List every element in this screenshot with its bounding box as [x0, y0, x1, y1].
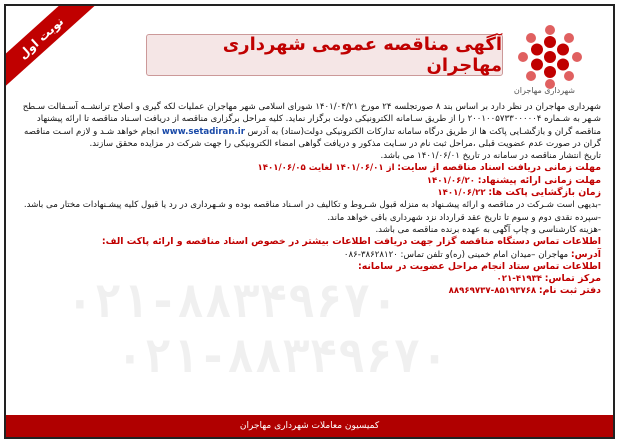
registration-office-row — [18, 285, 601, 297]
registration-office-value: ۸۵۱۹۳۷۶۸-۸۸۹۶۹۷۳۷ — [448, 286, 537, 297]
opening-date-row — [18, 187, 601, 199]
ad-frame — [4, 4, 615, 439]
call-center-value: ۴۱۹۳۴-۰۲۱ — [496, 274, 543, 285]
call-center-row — [18, 273, 601, 285]
watermark-phone: ۰۲۱-۸۸۳۴۹۶۷۰ — [66, 274, 399, 328]
ad-body — [18, 101, 601, 298]
address-value: مهاجران –میدان امام خمینی (ره)و تلفن تماس: ۳۸۶۲۸۱۲۰-۰۸۶ — [343, 249, 569, 260]
doc-deadline-value: از ۱۴۰۱/۰۶/۰۱ لغایت ۱۴۰۱/۰۶/۰۵ — [257, 163, 395, 174]
offer-deadline-value: ۱۴۰۱/۰۶/۲۰ — [426, 175, 475, 186]
intro-text-2: انجام خواهد شـد و لازم اسـت مناقصه گران در صورت عدم عضویت قبلی ،مراحل ثبت نام در سـایت مذکور و دریافت گواهی امضاء الکترونیکی را جهت شرکت در مزایده محقق سازند. — [23, 126, 601, 149]
offer-deadline-label: مهلت زمانی ارائه پیشنهاد: — [477, 174, 601, 186]
page-title: آگهی مناقصه عمومی شهرداری مهاجران — [146, 34, 503, 76]
doc-deadline-label: مهلت زمانی دریافت اسناد مناقصه از سایت: — [397, 162, 601, 174]
logo-caption: شهرداری مهاجران — [513, 86, 575, 95]
note-3: -هزینه کارشناسی و چاپ آگهی به عهده برنده مناقصه می باشد. — [375, 224, 601, 235]
opening-date-value: ۱۴۰۱/۰۶/۲۲ — [437, 188, 486, 199]
opening-date-label: زمان بازگشایی پاکت ها: — [488, 187, 601, 199]
publish-date: تاریخ انتشار مناقصه در سامانه در تاریخ ۱۴۰۱/۰۶/۰۱ می باشد. — [380, 151, 601, 162]
address-label: آدرس: — [570, 248, 601, 260]
intro-text: شهرداری مهاجران در نظر دارد بر اساس بند ۸ صورتجلسه ۲۴ مورخ ۱۴۰۱/۰۴/۲۱ شورای اسلامی شهر مهاجران عملیات لکه گیری و اصلاح ترانشــه آسـفالت سـطح شـهر به شـماره ۲۰۰۱۰۰۵۷۳۳۰۰۰۰۰۴ را از طریق سـامانه الکترونیکی دولت برگزار نماید. کلیه مراحل برگزاری مناقصه از دریافت اسـناد مناقصه تا ارائه پیشنهاد مناقصه گران و بازگشـایی پاکت ها از طریق درگاه سامانه تدارکات الکترونیکی دولت(ستاد) به آدرس — [22, 102, 601, 137]
call-center-label: مرکز تماس: — [544, 273, 601, 285]
address-row — [18, 249, 601, 261]
setad-contact-heading: اطلاعات تماس ستاد انجام مراحل عضویت در سامانه: — [357, 260, 601, 272]
offer-deadline-row — [18, 175, 601, 187]
note-1: -بدیهی است شـرکت در مناقصه و ارائه پیشـنهاد به منزله قبول شـروط و تکالیف در اسـناد مناقصه بوده و شـهرداری در رد یا قبول کلیه پیشـنهادات مختار می باشد. — [23, 200, 601, 211]
intro-paragraph — [18, 101, 601, 150]
registration-office-label: دفتر ثبت نام: — [538, 285, 601, 297]
doc-deadline-row — [18, 162, 601, 174]
municipality-logo-icon — [515, 22, 585, 92]
first-notice-ribbon: نوبت اول — [4, 4, 97, 90]
setad-website-link[interactable]: www.setadiran.ir — [161, 126, 245, 137]
watermark-phone-2: ۰۲۱-۸۸۳۴۹۶۷۰ — [116, 329, 449, 383]
note-2: -سپرده نقدی دوم و سوم تا تاریخ عقد قرارداد نزد شهرداری باقی خواهد ماند. — [327, 212, 601, 223]
contact-heading: اطلاعات تماس دستگاه مناقصه گزار جهت دریافت اطلاعات بیشتر در خصوص اسناد مناقصه و ارائه پاکت الف: — [101, 236, 601, 248]
footer-commission: کمیسیون معاملات شهرداری مهاجران — [6, 415, 613, 437]
